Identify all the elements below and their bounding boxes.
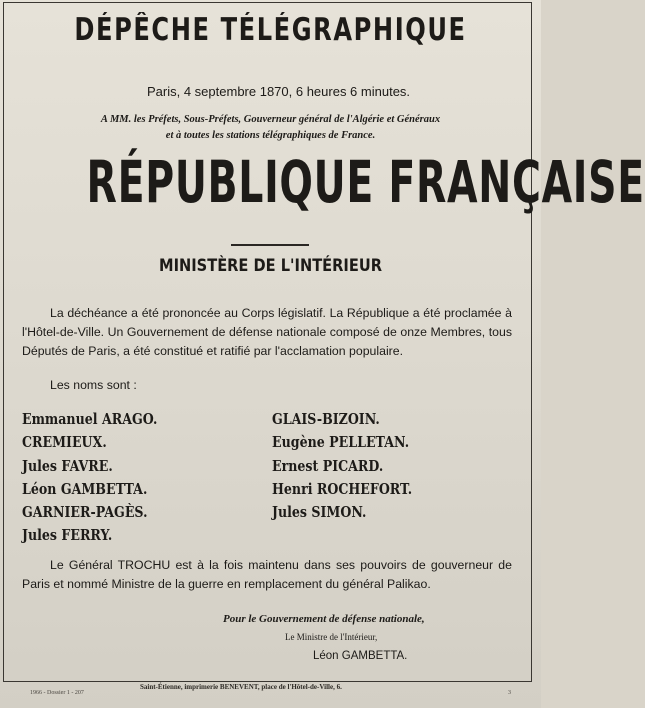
address-line: A MM. les Préfets, Sous-Préfets, Gouverneur général de l'Algérie et Généraux: [100, 114, 441, 125]
poster-headline: DÉPÊCHE TÉLÉGRAPHIQUE: [74, 12, 467, 48]
page-number: 3: [508, 690, 511, 696]
member-name: Jules FAVRE.: [22, 457, 113, 475]
member-name: Henri ROCHEFORT.: [272, 480, 413, 498]
signature-title: Le Ministre de l'Intérieur,: [285, 632, 378, 642]
republic-title: RÉPUBLIQUE FRANÇAISE: [86, 148, 645, 216]
member-name: Léon GAMBETTA.: [22, 480, 148, 498]
printer-imprint: Saint-Étienne, imprimerie BENEVENT, place de l'Hôtel-de-Ville, 6.: [140, 683, 342, 691]
dateline: Paris, 4 septembre 1870, 6 heures 6 minutes.: [147, 84, 411, 99]
member-name: GLAIS-BIZOIN.: [272, 410, 380, 428]
trochu-paragraph: Le Général TROCHU est à la fois maintenu dans ses pouvoirs de gouverneur de Paris et nommé Ministre de la guerre en remplacement du général Palikao.: [22, 558, 512, 591]
divider: [231, 244, 309, 246]
member-name: Emmanuel ARAGO.: [22, 410, 158, 428]
archive-reference: 1966 - Dossier 1 - 207: [30, 690, 84, 696]
signature-line: Pour le Gouvernement de défense nationale,: [223, 613, 425, 625]
ministry-title: MINISTÈRE DE L'INTÉRIEUR: [159, 256, 382, 276]
signature-name: Léon GAMBETTA.: [313, 650, 408, 662]
member-name: Ernest PICARD.: [272, 457, 384, 475]
announcement-paragraph: La déchéance a été prononcée au Corps législatif. La République a été proclamée à l'Hôtel-de-Ville. Un Gouvernement de défense nationale composé de onze Membres, tous Députés de Paris, a été constitué et ratifié par l'acclamation populaire.: [22, 306, 512, 358]
names-intro: Les noms sont :: [50, 378, 137, 392]
member-name: GARNIER-PAGÈS.: [22, 503, 148, 521]
member-name: Jules SIMON.: [272, 503, 367, 521]
address-line: et à toutes les stations télégraphiques de France.: [165, 130, 376, 141]
member-name: CREMIEUX.: [22, 433, 107, 451]
member-name: Jules FERRY.: [22, 526, 113, 544]
member-name: Eugène PELLETAN.: [272, 433, 410, 451]
